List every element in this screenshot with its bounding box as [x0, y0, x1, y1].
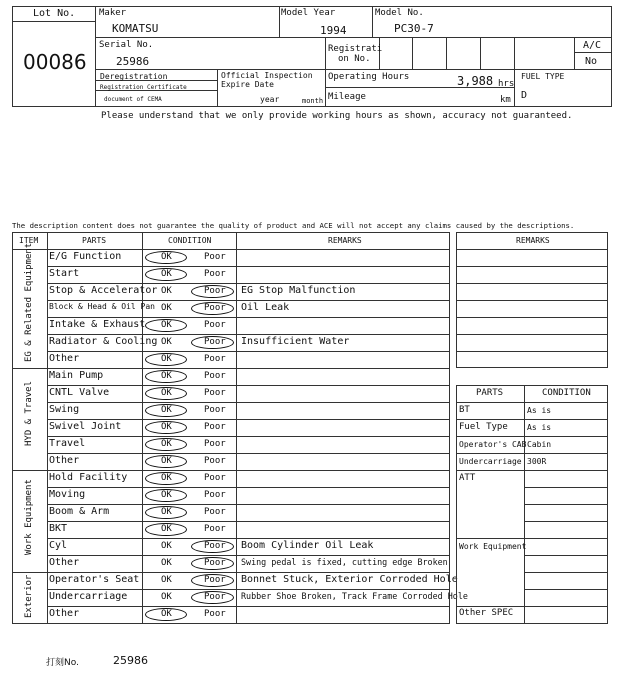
condition-selected-circle — [145, 268, 187, 281]
row-remark: EG Stop Malfunction — [241, 285, 356, 296]
row-part-label: CNTL Valve — [49, 387, 110, 398]
condition-selected-circle — [145, 387, 187, 400]
condition-poor-option[interactable]: Poor — [204, 320, 226, 330]
mileage-label: Mileage — [328, 92, 366, 102]
condition-poor-option[interactable]: Poor — [204, 269, 226, 279]
row-part-label: Other — [49, 608, 80, 619]
row-part-label: Stop & Accelerator — [49, 285, 158, 296]
spec-part-cab: Operator's CAB — [459, 440, 527, 449]
row-part-label: Operator's Seat — [49, 574, 140, 585]
row-part-label: Other — [49, 353, 80, 364]
condition-ok-option[interactable]: OK — [161, 490, 172, 500]
operating-hours-value: 3,988 — [457, 74, 494, 88]
row-part-label: Travel — [49, 438, 86, 449]
condition-selected-circle — [191, 302, 234, 315]
accuracy-notice: Please understand that we only provide working hours as shown, accuracy not guaranteed. — [101, 111, 573, 121]
maker-value: KOMATSU — [112, 22, 159, 35]
right-remarks-header: REMARKS — [516, 236, 550, 245]
col-item-header: ITEM — [19, 236, 39, 245]
condition-selected-circle — [145, 506, 187, 519]
condition-ok-option[interactable]: OK — [161, 405, 172, 415]
row-remark: Swing pedal is fixed, cutting edge Broken — [241, 557, 448, 567]
month-label: month — [302, 97, 324, 105]
condition-poor-option[interactable]: Poor — [204, 524, 226, 534]
condition-ok-option[interactable]: OK — [161, 609, 172, 619]
row-part-label: Start — [49, 268, 80, 279]
condition-selected-circle — [145, 523, 187, 536]
row-part-label: Cyl — [49, 540, 68, 551]
condition-poor-option[interactable]: Poor — [204, 473, 226, 483]
condition-selected-circle — [191, 336, 234, 349]
serial-no-value: 25986 — [116, 55, 150, 68]
condition-selected-circle — [145, 370, 187, 383]
condition-poor-option[interactable]: Poor — [204, 303, 226, 313]
condition-selected-circle — [145, 319, 187, 332]
fuel-type-label: FUEL TYPE — [521, 72, 565, 81]
lot-no-value: 00086 — [23, 50, 87, 74]
group-label-hyd: HYD & Travel — [24, 380, 34, 446]
spec-condition-undercarriage: 300R — [527, 457, 547, 466]
condition-poor-option[interactable]: Poor — [204, 252, 226, 262]
model-no-label: Model No. — [375, 8, 424, 18]
condition-selected-circle — [191, 557, 234, 570]
condition-poor-option[interactable]: Poor — [204, 541, 226, 551]
row-part-label: Main Pump — [49, 370, 104, 381]
condition-ok-option[interactable]: OK — [161, 337, 172, 347]
spec-att-label: ATT — [459, 473, 476, 483]
spec-part-bt: BT — [459, 405, 470, 415]
row-part-label: Intake & Exhaust — [49, 319, 146, 330]
condition-selected-circle — [191, 591, 234, 604]
maker-label: Maker — [99, 8, 127, 18]
condition-poor-option[interactable]: Poor — [204, 388, 226, 398]
inspection-label-2: Expire Date — [221, 80, 274, 89]
registration-cert-label: Registration Certificate — [100, 84, 187, 91]
stamp-no-value: 25986 — [113, 654, 148, 667]
row-remark: Rubber Shoe Broken, Track Frame Corroded Hole — [241, 591, 468, 601]
hrs-label: hrs — [498, 79, 515, 89]
spec-condition-bt: As is — [527, 406, 552, 415]
model-no-value: PC30-7 — [394, 22, 434, 35]
ac-label: A/C — [583, 40, 602, 51]
condition-selected-circle — [145, 472, 187, 485]
condition-poor-option[interactable]: Poor — [204, 456, 226, 466]
condition-selected-circle — [145, 421, 187, 434]
condition-poor-option[interactable]: Poor — [204, 405, 226, 415]
spec-work-equipment-label: Work Equipment — [459, 542, 527, 551]
condition-poor-option[interactable]: Poor — [204, 490, 226, 500]
condition-poor-option[interactable]: Poor — [204, 575, 226, 585]
cema-label: document of CEMA — [104, 96, 162, 103]
condition-selected-circle — [145, 438, 187, 451]
condition-selected-circle — [191, 285, 234, 298]
ac-value: No — [585, 56, 598, 67]
condition-ok-option[interactable]: OK — [161, 558, 172, 568]
condition-ok-option[interactable]: OK — [161, 507, 172, 517]
spec-condition-cab: Cabin — [527, 440, 552, 449]
condition-poor-option[interactable]: Poor — [204, 592, 226, 602]
condition-ok-option[interactable]: OK — [161, 320, 172, 330]
row-remark: Oil Leak — [241, 302, 290, 313]
group-label-work: Work Equipment — [24, 479, 34, 555]
group-label-eg: EG & Related Equipment — [24, 242, 34, 362]
row-part-label: Block & Head & Oil Pan — [49, 302, 155, 311]
row-part-label: Other — [49, 557, 80, 568]
condition-ok-option[interactable]: OK — [161, 524, 172, 534]
row-part-label: Moving — [49, 489, 86, 500]
row-part-label: Hold Facility — [49, 472, 128, 483]
serial-no-label: Serial No. — [99, 40, 154, 50]
row-remark: Bonnet Stuck, Exterior Corroded Hole — [241, 574, 458, 585]
condition-ok-option[interactable]: OK — [161, 439, 172, 449]
condition-ok-option[interactable]: OK — [161, 592, 172, 602]
registration-label-1: Registrati — [328, 44, 383, 54]
condition-ok-option[interactable]: OK — [161, 541, 172, 551]
condition-poor-option[interactable]: Poor — [204, 422, 226, 432]
year-label: year — [260, 95, 280, 104]
condition-ok-option[interactable]: OK — [161, 371, 172, 381]
row-part-label: E/G Function — [49, 251, 122, 262]
spec-part-undercarriage: Undercarriage — [459, 457, 522, 466]
km-label: km — [500, 95, 511, 105]
condition-ok-option[interactable]: OK — [161, 575, 172, 585]
condition-poor-option[interactable]: Poor — [204, 354, 226, 364]
condition-selected-circle — [191, 540, 234, 553]
condition-selected-circle — [145, 353, 187, 366]
model-year-label: Model Year — [281, 8, 336, 18]
lot-no-label: Lot No. — [33, 8, 76, 19]
condition-poor-option[interactable]: Poor — [204, 507, 226, 517]
disclaimer: The description content does not guarantee the quality of product and ACE will not accept any claims caused by the descriptions. — [12, 221, 575, 230]
row-remark: Boom Cylinder Oil Leak — [241, 540, 374, 551]
row-remark: Insufficient Water — [241, 336, 350, 347]
condition-selected-circle — [145, 455, 187, 468]
spec-condition-fuel: As is — [527, 423, 552, 432]
spec-condition-header: CONDITION — [542, 388, 591, 398]
condition-poor-option[interactable]: Poor — [204, 286, 226, 296]
condition-ok-option[interactable]: OK — [161, 456, 172, 466]
row-part-label: BKT — [49, 523, 68, 534]
condition-selected-circle — [145, 489, 187, 502]
condition-poor-option[interactable]: Poor — [204, 609, 226, 619]
model-year-value: 1994 — [320, 24, 347, 37]
condition-selected-circle — [145, 251, 187, 264]
spec-other-label: Other SPEC — [459, 608, 514, 618]
col-condition-header: CONDITION — [168, 236, 212, 245]
spec-part-fuel: Fuel Type — [459, 422, 508, 432]
condition-poor-option[interactable]: Poor — [204, 337, 226, 347]
condition-poor-option[interactable]: Poor — [204, 558, 226, 568]
condition-ok-option[interactable]: OK — [161, 286, 172, 296]
deregistration-label: Deregistration — [100, 72, 168, 81]
condition-ok-option[interactable]: OK — [161, 422, 172, 432]
registration-label-2: on No. — [338, 54, 371, 64]
condition-poor-option[interactable]: Poor — [204, 371, 226, 381]
row-part-label: Undercarriage — [49, 591, 128, 602]
condition-ok-option[interactable]: OK — [161, 303, 172, 313]
row-part-label: Swing — [49, 404, 80, 415]
col-remarks-header: REMARKS — [328, 236, 362, 245]
operating-hours-label: Operating Hours — [328, 72, 410, 82]
inspection-label-1: Official Inspection — [221, 71, 313, 80]
condition-ok-option[interactable]: OK — [161, 354, 172, 364]
row-part-label: Radiator & Cooling — [49, 336, 158, 347]
condition-ok-option[interactable]: OK — [161, 269, 172, 279]
group-label-exterior: Exterior — [24, 574, 34, 618]
condition-selected-circle — [145, 608, 187, 621]
col-parts-header: PARTS — [82, 236, 107, 245]
condition-selected-circle — [145, 404, 187, 417]
spec-parts-header: PARTS — [476, 388, 504, 398]
condition-poor-option[interactable]: Poor — [204, 439, 226, 449]
condition-selected-circle — [191, 574, 234, 587]
row-part-label: Swivel Joint — [49, 421, 122, 432]
condition-ok-option[interactable]: OK — [161, 473, 172, 483]
stamp-no-label: 打刻No. — [46, 658, 79, 668]
condition-ok-option[interactable]: OK — [161, 388, 172, 398]
fuel-type-value: D — [521, 90, 528, 101]
row-part-label: Other — [49, 455, 80, 466]
condition-ok-option[interactable]: OK — [161, 252, 172, 262]
row-part-label: Boom & Arm — [49, 506, 110, 517]
